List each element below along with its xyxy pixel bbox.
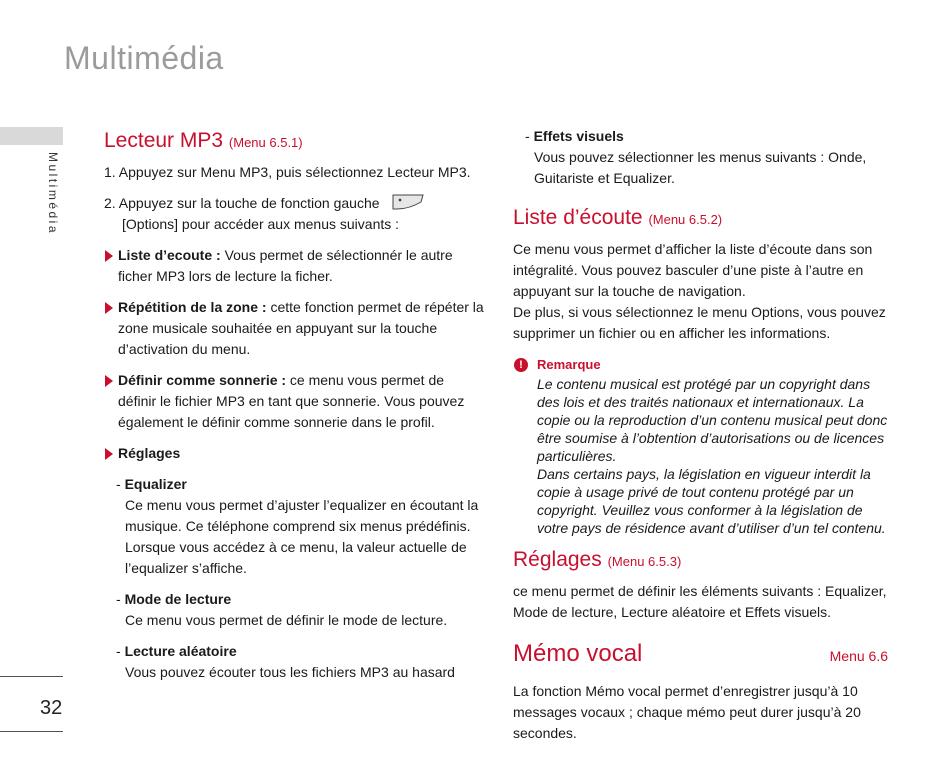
bullet-sonnerie	[104, 370, 484, 433]
liste-para-1: Ce menu vous permet d’afficher la liste d’écoute dans son intégralité. Vous pouvez basculer d’une piste à l’autre en appuyant sur la touche de navigation.	[513, 241, 873, 299]
sub-mode-title: - Mode de lecture	[116, 591, 232, 607]
note-body-2: Dans certains pays, la législation en vigueur interdit la copie à usage privé de tout contenu protégé par un copyright. Veuillez vous conformer à la législation de votre pays de résidence avant d’utiliser d’un tel contenu.	[537, 466, 886, 536]
page-number: 32	[40, 697, 63, 719]
exclamation-icon: !	[514, 358, 528, 372]
triangle-bullet-icon	[105, 448, 113, 460]
sub-mode-text: Ce menu vous permet de définir le mode de lecture.	[125, 612, 448, 628]
lecteur-title: Lecteur MP3	[104, 129, 224, 152]
reglages-heading	[513, 547, 888, 575]
triangle-bullet-icon	[105, 375, 113, 387]
sub-equalizer-title: - Equalizer	[116, 476, 187, 492]
liste-para-2: De plus, si vous sélectionnez le menu Options, vous pouvez supprimer un fichier ou en afficher les informations.	[513, 304, 886, 341]
bullet-term: Réglages	[118, 445, 181, 461]
sub-name: Equalizer	[124, 476, 187, 492]
side-section-label: Multimédia	[46, 152, 60, 236]
note-title: Remarque	[537, 357, 601, 372]
sub-name: Mode de lecture	[124, 591, 232, 607]
step-2-text: 2. Appuyez sur la touche de fonction gauche	[104, 195, 380, 211]
footer-rule-top	[0, 676, 63, 677]
sub-name: Lecture aléatoire	[124, 643, 237, 659]
bullet-text: cette fonction permet de répéter la zone musicale souhaitée en appuyant sur la touche d’activation du menu.	[118, 299, 484, 357]
footer-rule-bottom	[0, 731, 63, 732]
liste-heading	[513, 205, 888, 233]
sub-aleatoire-text: Vous pouvez écouter tous les fichiers MP3 au hasard	[125, 664, 455, 680]
reglages-para: ce menu permet de définir les éléments suivants : Equalizer, Mode de lecture, Lecture aléatoire et Effets visuels.	[513, 583, 887, 620]
lecteur-heading	[104, 128, 484, 156]
page-title: Multimédia	[64, 40, 224, 76]
bullet-term: Répétition de la zone :	[118, 299, 267, 315]
step-2	[104, 193, 484, 214]
bullet-term: Définir comme sonnerie :	[118, 372, 287, 388]
sub-name: Effets visuels	[533, 128, 624, 144]
memo-heading	[513, 639, 888, 671]
step-2-cont: [Options] pour accéder aux menus suivants :	[122, 216, 400, 232]
reglages-title: Réglages	[513, 548, 602, 571]
reglages-menu-ref: (Menu 6.5.3)	[607, 554, 682, 569]
liste-menu-ref: (Menu 6.5.2)	[648, 212, 723, 227]
memo-menu-ref: Menu 6.6	[829, 648, 888, 664]
bullet-text: Vous permet de sélectionnér le autre ficher MP3 lors de lecture la ficher.	[118, 247, 453, 284]
triangle-bullet-icon	[105, 302, 113, 314]
triangle-bullet-icon	[105, 250, 113, 262]
sub-equalizer-text: Ce menu vous permet d’ajuster l’equalizer en écoutant la musique. Ce téléphone comprend six menus prédéfinis. Lorsque vous accédez à ce menu, la valeur actuelle de l’equalizer s’affiche.	[125, 497, 479, 576]
sub-aleatoire-title: - Lecture aléatoire	[116, 643, 237, 659]
note-body-1: Le contenu musical est protégé par un copyright dans des lois et des traités nationaux et internationaux. La copie ou la reproduction d’un contenu musical peut donc être soumise à l’obtention d’autorisations ou de licences particulières.	[537, 376, 888, 464]
liste-title: Liste d’écoute	[513, 206, 643, 229]
bullet-reglages	[104, 443, 484, 464]
left-column	[104, 128, 484, 683]
step-1: 1. Appuyez sur Menu MP3, puis sélectionnez Lecteur MP3.	[104, 164, 471, 180]
sub-effets-title: - Effets visuels	[525, 128, 624, 144]
memo-title: Mémo vocal	[513, 640, 643, 667]
side-tab	[0, 127, 63, 145]
lecteur-menu-ref: (Menu 6.5.1)	[228, 135, 303, 150]
bullet-term: Liste d’ecoute :	[118, 247, 221, 263]
left-softkey-icon	[391, 194, 425, 210]
sub-effets-text: Vous pouvez sélectionner les menus suivants : Onde, Guitariste et Equalizer.	[534, 149, 867, 186]
right-column	[513, 126, 888, 744]
memo-para: La fonction Mémo vocal permet d’enregistrer jusqu’à 10 messages vocaux ; chaque mémo peut durer jusqu’à 20 secondes.	[513, 683, 861, 741]
remarque-note	[513, 354, 888, 537]
bullet-text: ce menu vous permet de définir le fichier MP3 en tant que sonnerie. Vous pouvez également le définir comme sonnerie dans le profil.	[118, 372, 465, 430]
bullet-repetition	[104, 297, 484, 360]
bullet-liste	[104, 245, 484, 287]
